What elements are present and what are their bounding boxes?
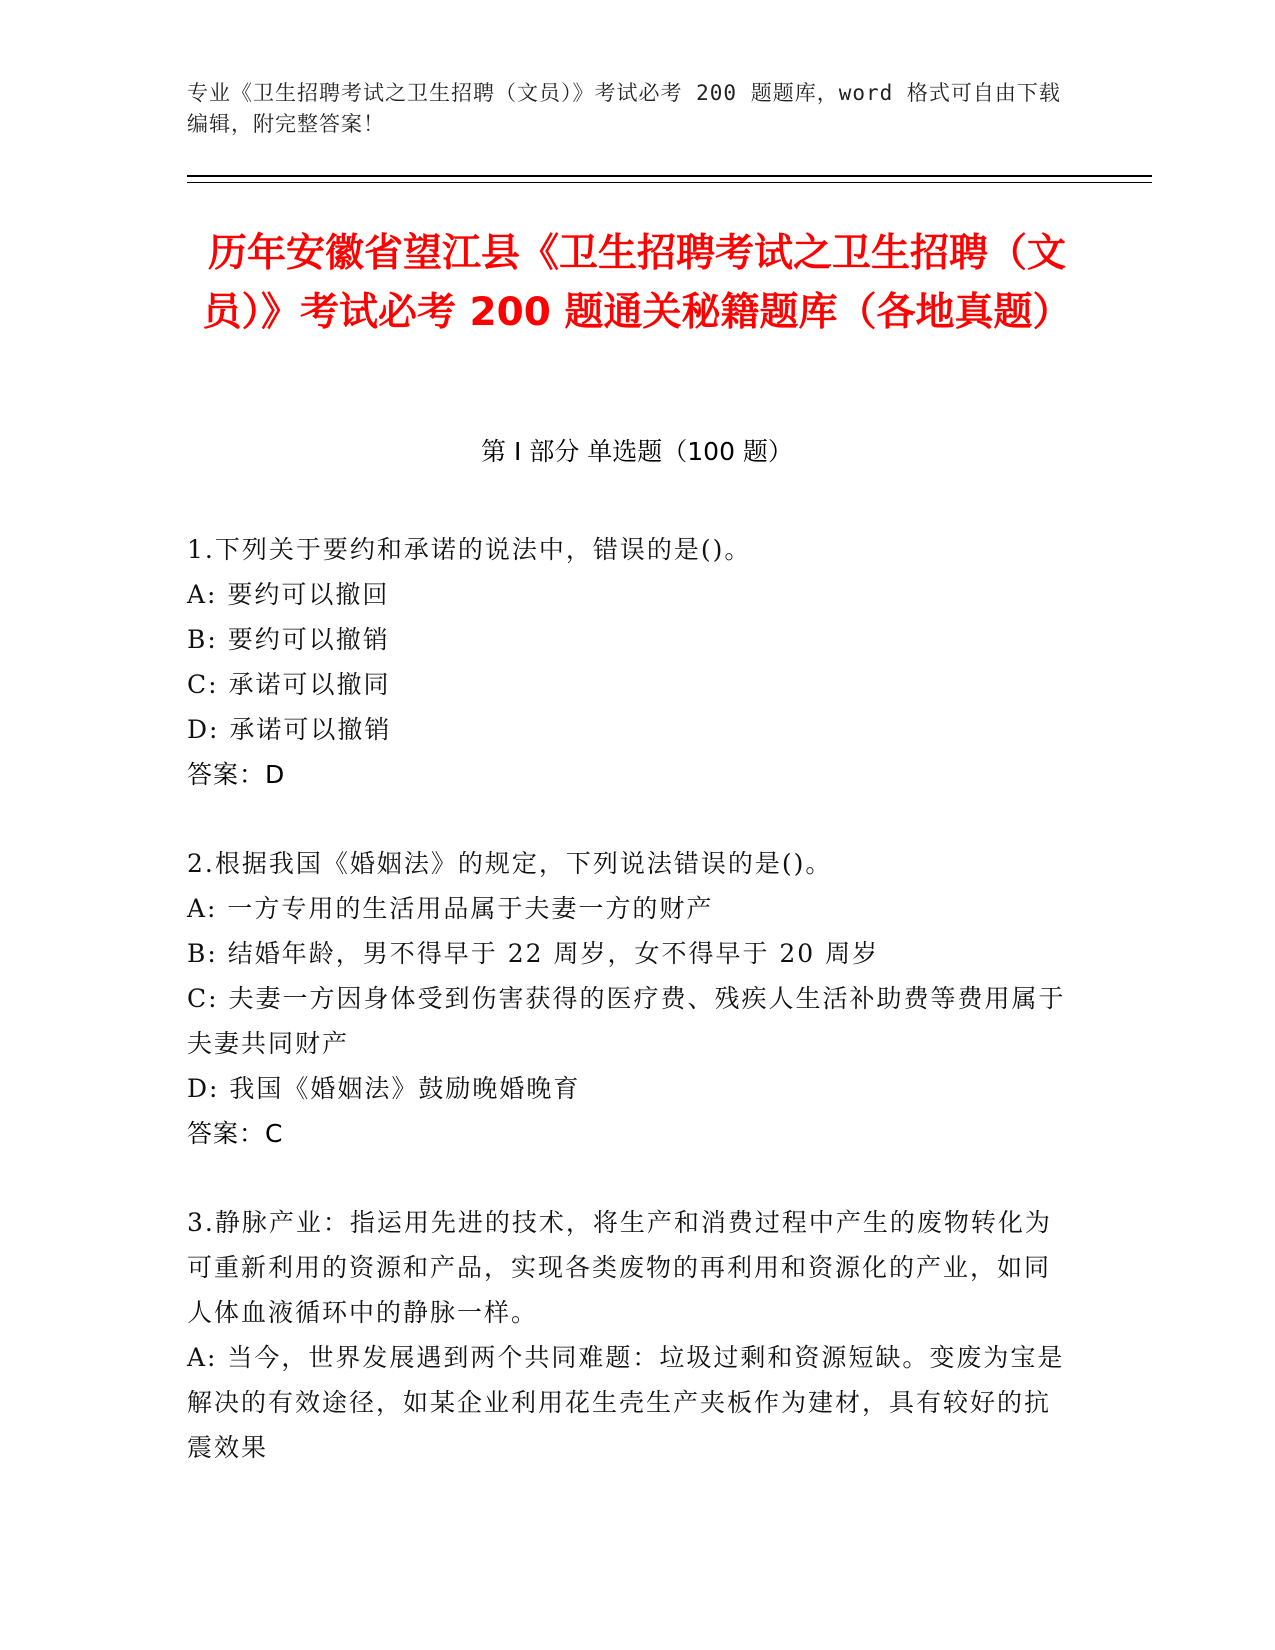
answer-value: C — [265, 1119, 283, 1148]
question-2 — [187, 841, 1067, 1156]
answer-label: 答案： — [187, 760, 266, 789]
option-d: D: 我国《婚姻法》鼓励晚婚晚育 — [187, 1074, 581, 1103]
document-title: 历年安徽省望江县《卫生招聘考试之卫生招聘（文员）》考试必考 200 题通关秘籍题库（各地真题） — [202, 231, 1072, 335]
section-title: 第 I 部分 单选题（100 题） — [481, 437, 793, 466]
answer-line — [187, 752, 1067, 797]
option-c: C: 承诺可以撤同 — [187, 670, 391, 699]
header-rule-thin — [187, 182, 1152, 183]
header-rule-thick — [187, 175, 1152, 177]
option-c: C: 夫妻一方因身体受到伤害获得的医疗费、残疾人生活补助费等费用属于夫妻共同财产 — [187, 984, 1066, 1058]
answer-line — [187, 1111, 1067, 1156]
question-1 — [187, 527, 1067, 797]
option-a: A: 要约可以撤回 — [187, 580, 390, 609]
option-b: B: 结婚年龄，男不得早于 22 周岁，女不得早于 20 周岁 — [187, 939, 880, 968]
answer-label: 答案： — [187, 1119, 266, 1148]
question-stem: 1.下列关于要约和承诺的说法中，错误的是()。 — [187, 535, 752, 564]
header-note: 专业《卫生招聘考试之卫生招聘（文员）》考试必考 200 题题库，word 格式可自由下载编辑，附完整答案！ — [187, 81, 1061, 136]
question-stem: 3.静脉产业：指运用先进的技术，将生产和消费过程中产生的废物转化为可重新利用的资源和产品，实现各类废物的再利用和资源化的产业，如同人体血液循环中的静脉一样。 — [187, 1208, 1052, 1327]
option-d: D: 承诺可以撤销 — [187, 715, 392, 744]
option-b: B: 要约可以撤销 — [187, 625, 390, 654]
option-a: A: 当今，世界发展遇到两个共同难题：垃圾过剩和资源短缺。变废为宝是解决的有效途径，如某企业利用花生壳生产夹板作为建材，具有较好的抗震效果 — [187, 1343, 1065, 1462]
question-3 — [187, 1200, 1067, 1470]
option-a: A: 一方专用的生活用品属于夫妻一方的财产 — [187, 894, 714, 923]
answer-value: D — [265, 760, 285, 789]
question-stem: 2.根据我国《婚姻法》的规定，下列说法错误的是()。 — [187, 849, 833, 878]
question-list — [187, 527, 1067, 1514]
